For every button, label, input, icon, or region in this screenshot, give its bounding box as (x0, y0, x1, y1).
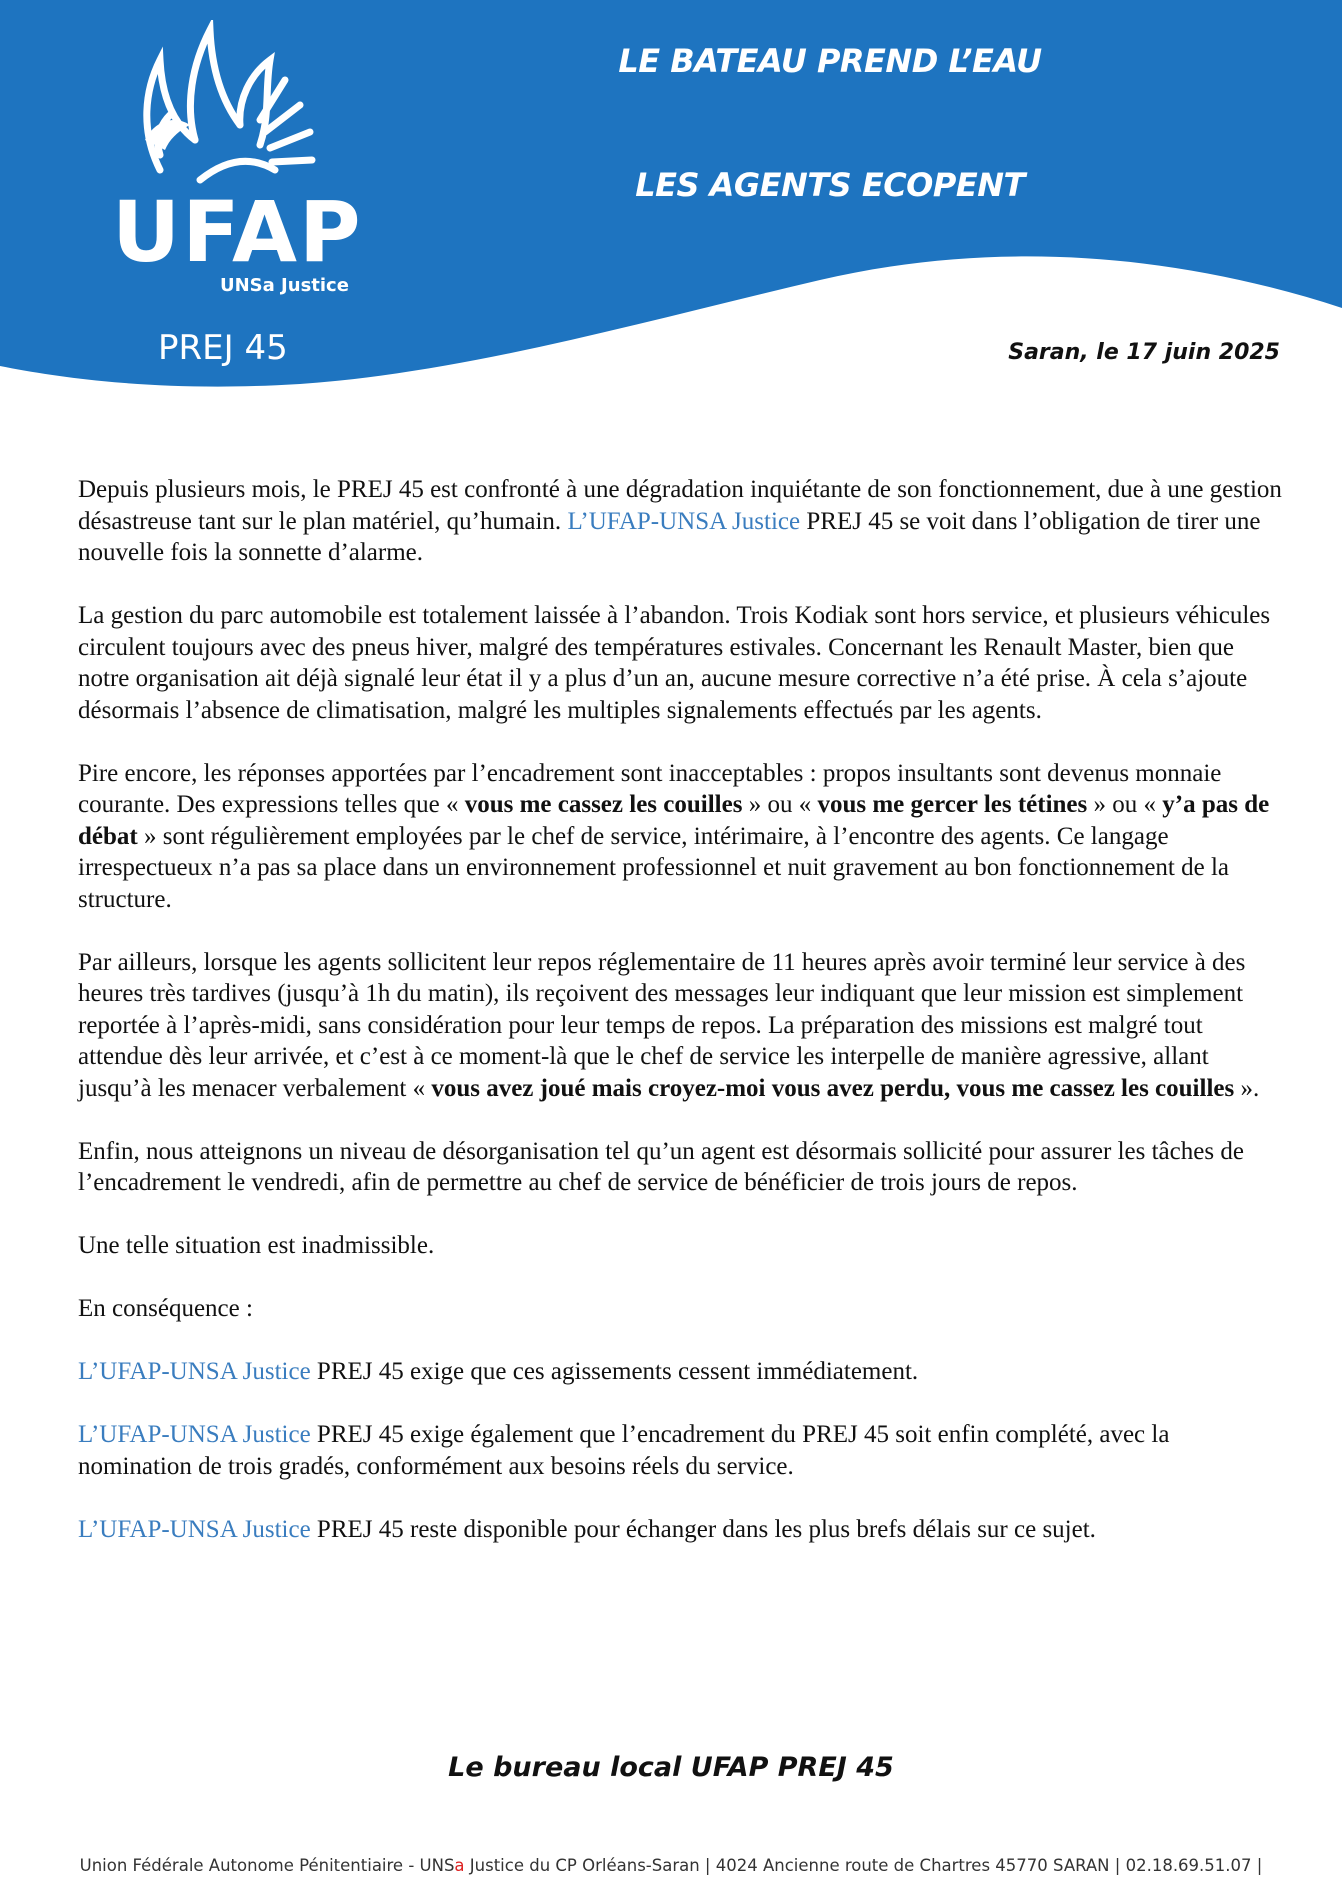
org-name: L’UFAP-UNSA Justice (78, 1515, 311, 1543)
quote-3: y’a pas de débat (78, 791, 1270, 850)
logo-wordmark: UFAP (112, 183, 363, 281)
document-date: Saran, le 17 juin 2025 (1008, 340, 1280, 365)
org-name: L’UFAP-UNSA Justice (78, 1421, 311, 1448)
quote-2: vous me gercer les tétines (817, 791, 1088, 818)
org-name: L’UFAP-UNSA Justice (567, 507, 801, 535)
page-title-line1: LE BATEAU PREND L’EAU (618, 42, 1042, 80)
paragraph-5: Enfin, nous atteignons un niveau de désorganisation tel qu’un agent est désormais sollicité pour assurer les tâches de l’encadrement le vendredi, afin de permettre au chef de service de bénéficier de trois jours de repos. (78, 1137, 1244, 1196)
paragraph-4: Par ailleurs, lorsque les agents sollicitent leur repos réglementaire de 11 heures après avoir terminé leur service à des heures très tardives (jusqu’à 1h du matin), ils reçoivent des messages leur indiquant que leur mission est simplement reportée à l’après-midi, sans considération pour leur temps de repos. La préparation des missions est malgré tout attendue dès leur arrivée, et c’est à ce moment-là que le chef de service les interpelle de manière agressive, allant jusqu’à les menacer verbalement « vous avez joué mais croyez-moi vous avez perdu, vous me cassez les couilles ». (78, 948, 1260, 1102)
footer: Union Fédérale Autonome Pénitentiaire - UNSa Justice du CP Orléans-Saran | 4024 Ancienne route de Chartres 45770 SARAN | 02.18.69.51.07 | (79, 1856, 1263, 1875)
demand-2: L’UFAP-UNSA Justice PREJ 45 exige également que l’encadrement du PREJ 45 soit enfin complété, avec la nomination de trois gradés, conformément aux besoins réels du service. (78, 1421, 1170, 1480)
paragraph-6: Une telle situation est inadmissible. (78, 1232, 435, 1259)
quote-4: vous avez joué mais croyez-moi vous avez perdu, vous me cassez les couilles (431, 1074, 1235, 1102)
demand-3: L’UFAP-UNSA Justice PREJ 45 reste disponible pour échanger dans les plus brefs délais sur ce sujet. (78, 1515, 1096, 1543)
paragraph-1: Depuis plusieurs mois, le PREJ 45 est confronté à une dégradation inquiétante de son fonctionnement, due à une gestion désastreuse tant sur le plan matériel, qu’humain. L’UFAP-UNSA Justice PREJ 45 se voit dans l’obligation de tirer une nouvelle fois la sonnette d’alarme. (78, 476, 1282, 566)
page-title-line2: LES AGENTS ECOPENT (635, 166, 1025, 204)
signature: Le bureau local UFAP PREJ 45 (448, 1752, 894, 1783)
unit-label: PREJ 45 (158, 328, 288, 368)
paragraph-3: Pire encore, les réponses apportées par l’encadrement sont inacceptables : propos insultants sont devenus monnaie courante. Des expressions telles que « vous me cassez les couilles » ou « vous me gercer les tétines » ou « y’a pas de débat » sont régulièrement employées par le chef de service, intérimaire, à l’encontre des agents. Ce langage irrespectueux n’a pas sa place dans un environnement professionnel et nuit gravement au bon fonctionnement de la structure. (78, 759, 1270, 913)
paragraph-7: En conséquence : (78, 1295, 253, 1322)
paragraph-2: La gestion du parc automobile est totalement laissée à l’abandon. Trois Kodiak sont hors service, et plusieurs véhicules circulent toujours avec des pneus hiver, malgré des températures estivales. Concernant les Renault Master, bien que notre organisation ait déjà signalé leur état il y a plus d’un an, aucune mesure corrective n’a été prise. À cela s’ajoute désormais l’absence de climatisation, malgré les multiples signalements effectués par les agents. (78, 602, 1271, 724)
org-name: L’UFAP-UNSA Justice (78, 1358, 311, 1385)
logo-subtitle: UNSa Justice (220, 275, 349, 296)
quote-1: vous me cassez les couilles (464, 791, 743, 818)
document-body (78, 474, 1282, 1577)
demand-1: L’UFAP-UNSA Justice PREJ 45 exige que ces agissements cessent immédiatement. (78, 1358, 919, 1385)
